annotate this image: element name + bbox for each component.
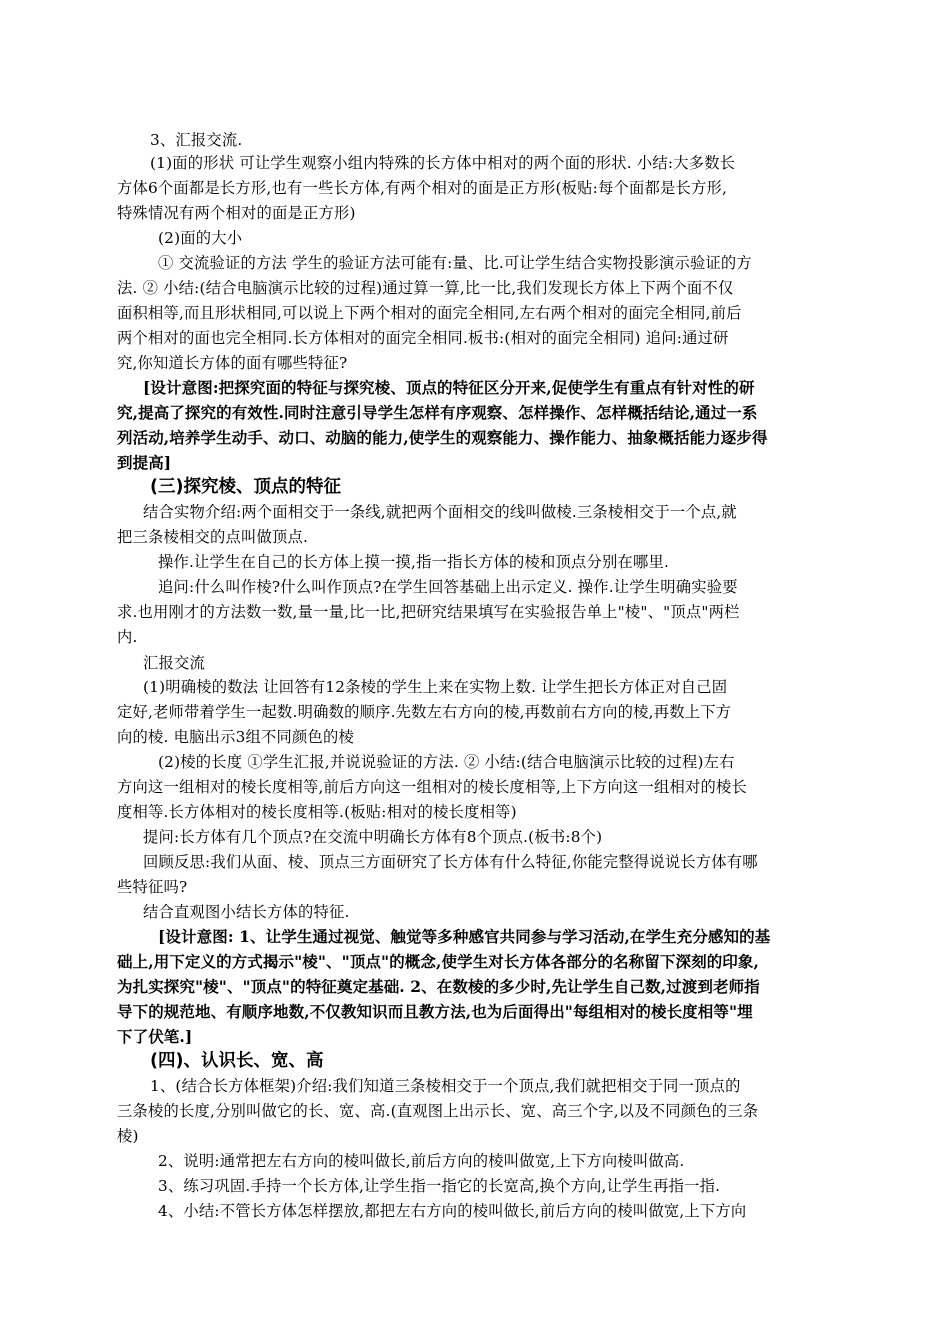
text-line: 两个相对的面也完全相同.长方体相对的面完全相同.板书:(相对的面完全相同) 追问:通过研: [117, 329, 729, 347]
text-line: 面积相等,而且形状相同,可以说上下两个相对的面完全相同,左右两个相对的面完全相同,前后: [117, 304, 742, 322]
text-line: 度相等.长方体相对的棱长度相等.(板贴:相对的棱长度相等): [117, 803, 517, 821]
text-line: 3、汇报交流.: [150, 131, 243, 149]
text-line: 求.也用刚才的方法数一数,量一量,比一比,把研究结果填写在实验报告单上"棱"、"顶点"两栏: [117, 603, 740, 621]
text-line: 追问:什么叫作棱?什么叫作顶点?在学生回答基础上出示定义. 操作.让学生明确实验要: [158, 578, 738, 596]
text-line: (2)棱的长度 ①学生汇报,并说说验证的方法. ② 小结:(结合电脑演示比较的过程)左右: [158, 753, 735, 771]
design-intent-line: [设计意图:把探究面的特征与探究棱、顶点的特征区分开来,促使学生有重点有针对性的研: [143, 378, 755, 397]
text-line: 2、说明:通常把左右方向的棱叫做长,前后方向的棱叫做宽,上下方向棱叫做高.: [158, 1152, 685, 1170]
text-line: 三条棱的长度,分别叫做它的长、宽、高.(直观图上出示长、宽、高三个字,以及不同颜色的三条: [117, 1102, 759, 1120]
design-intent-line: 为扎实探究"棱"、"顶点"的特征奠定基础. 2、在数棱的多少时,先让学生自己数,过渡到老师指: [117, 977, 760, 996]
text-line: 3、练习巩固.手持一个长方体,让学生指一指它的长宽高,换个方向,让学生再指一指.: [158, 1177, 721, 1195]
text-line: (1)明确棱的数法 让回答有12条棱的学生上来在实物上数. 让学生把长方体正对自己固: [143, 678, 728, 696]
design-intent-line: 究,提高了探究的有效性.同时注意引导学生怎样有序观察、怎样操作、怎样概括结论,通过一系: [117, 403, 758, 422]
section-heading-4: (四)、认识长、宽、高: [150, 1051, 324, 1071]
text-line: 4、小结:不管长方体怎样摆放,都把左右方向的棱叫做长,前后方向的棱叫做宽,上下方向: [158, 1202, 747, 1220]
design-intent-line: 到提高]: [117, 453, 172, 472]
text-line: 操作.让学生在自己的长方体上摸一摸,指一指长方体的棱和顶点分别在哪里.: [158, 553, 670, 571]
text-line: 1、(结合长方体框架)介绍:我们知道三条棱相交于一个顶点,我们就把相交于同一顶点的: [150, 1077, 741, 1095]
text-line: 方向这一组相对的棱长度相等,前后方向这一组相对的棱长度相等,上下方向这一组相对的棱长: [117, 778, 748, 796]
design-intent-line: 下了伏笔.]: [117, 1027, 193, 1046]
text-line: 究,你知道长方体的面有哪些特征?: [117, 354, 348, 372]
text-line: 把三条棱相交的点叫做顶点.: [117, 528, 309, 546]
text-line: 棱): [117, 1127, 139, 1145]
text-line: (2)面的大小: [158, 229, 243, 247]
design-intent-line: [设计意图: 1、让学生通过视觉、触觉等多种感官共同参与学习活动,在学生充分感知的基: [158, 927, 771, 946]
design-intent-line: 导下的规范地、有顺序地数,不仅教知识而且教方法,也为后面得出"每组相对的棱长度相等"埋: [117, 1002, 753, 1021]
text-line: 结合直观图小结长方体的特征.: [143, 903, 350, 921]
text-line: 提问:长方体有几个顶点?在交流中明确长方体有8个顶点.(板书:8个): [143, 828, 603, 846]
text-line: 些特征吗?: [117, 878, 188, 896]
design-intent-line: 列活动,培养学生动手、动口、动脑的能力,使学生的观察能力、操作能力、抽象概括能力逐步得: [117, 428, 768, 447]
text-line: 方体6个面都是长方形,也有一些长方体,有两个相对的面是正方形(板贴:每个面都是长方形,: [117, 179, 728, 197]
text-line: 法. ② 小结:(结合电脑演示比较的过程)通过算一算,比一比,我们发现长方体上下两个面不仅: [117, 279, 734, 297]
text-line: ① 交流验证的方法 学生的验证方法可能有:量、比.可让学生结合实物投影演示验证的方: [158, 254, 752, 272]
text-line: 内.: [117, 628, 138, 646]
text-line: (1)面的形状 可让学生观察小组内特殊的长方体中相对的两个面的形状. 小结:大多数长: [150, 154, 736, 172]
text-line: 定好,老师带着学生一起数.明确数的顺序.先数左右方向的棱,再数前右方向的棱,再数上下方: [117, 703, 732, 721]
design-intent-line: 础上,用下定义的方式揭示"棱"、"顶点"的概念,使学生对长方体各部分的名称留下深刻的印象,: [117, 952, 759, 971]
text-line: 结合实物介绍:两个面相交于一条线,就把两个面相交的线叫做棱.三条棱相交于一个点,就: [143, 503, 737, 521]
text-line: 汇报交流: [143, 654, 205, 672]
section-heading-3: (三)探究棱、顶点的特征: [150, 477, 341, 497]
text-line: 向的棱. 电脑出示3组不同颜色的棱: [117, 728, 355, 746]
text-line: 特殊情况有两个相对的面是正方形): [117, 204, 356, 222]
text-line: 回顾反思:我们从面、棱、顶点三方面研究了长方体有什么特征,你能完整得说说长方体有哪: [143, 853, 758, 871]
